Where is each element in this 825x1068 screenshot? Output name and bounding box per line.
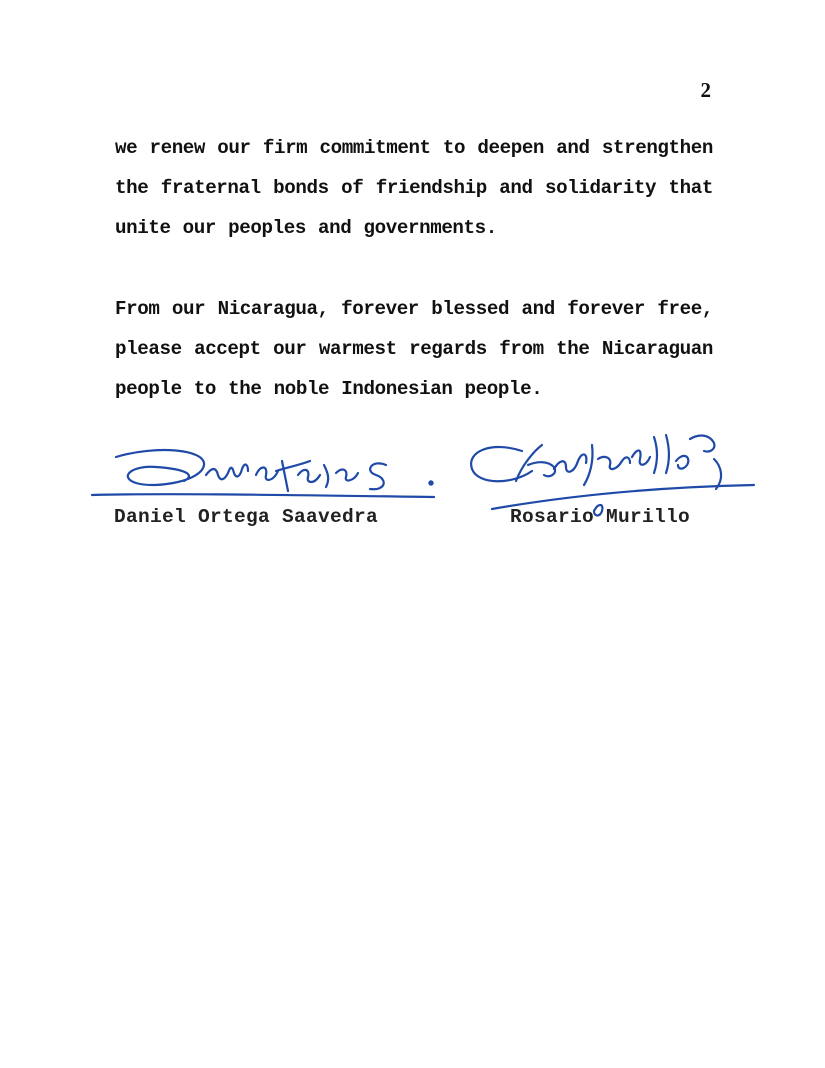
signatory-name-ortega: Daniel Ortega Saavedra (114, 506, 379, 528)
signatory-name-murillo: Rosario Murillo (510, 506, 691, 528)
paragraph-regards: From our Nicaragua, forever blessed and forever free, please accept our warmest regards from the Nicaraguan people to the noble Indonesian people. (115, 298, 713, 400)
page-number: 2 (700, 78, 711, 102)
signature-ortega (86, 435, 446, 505)
paragraph-commitment: we renew our firm commitment to deepen and strengthen the fraternal bonds of friendship and solidarity that unite our peoples and governments. (115, 137, 713, 239)
